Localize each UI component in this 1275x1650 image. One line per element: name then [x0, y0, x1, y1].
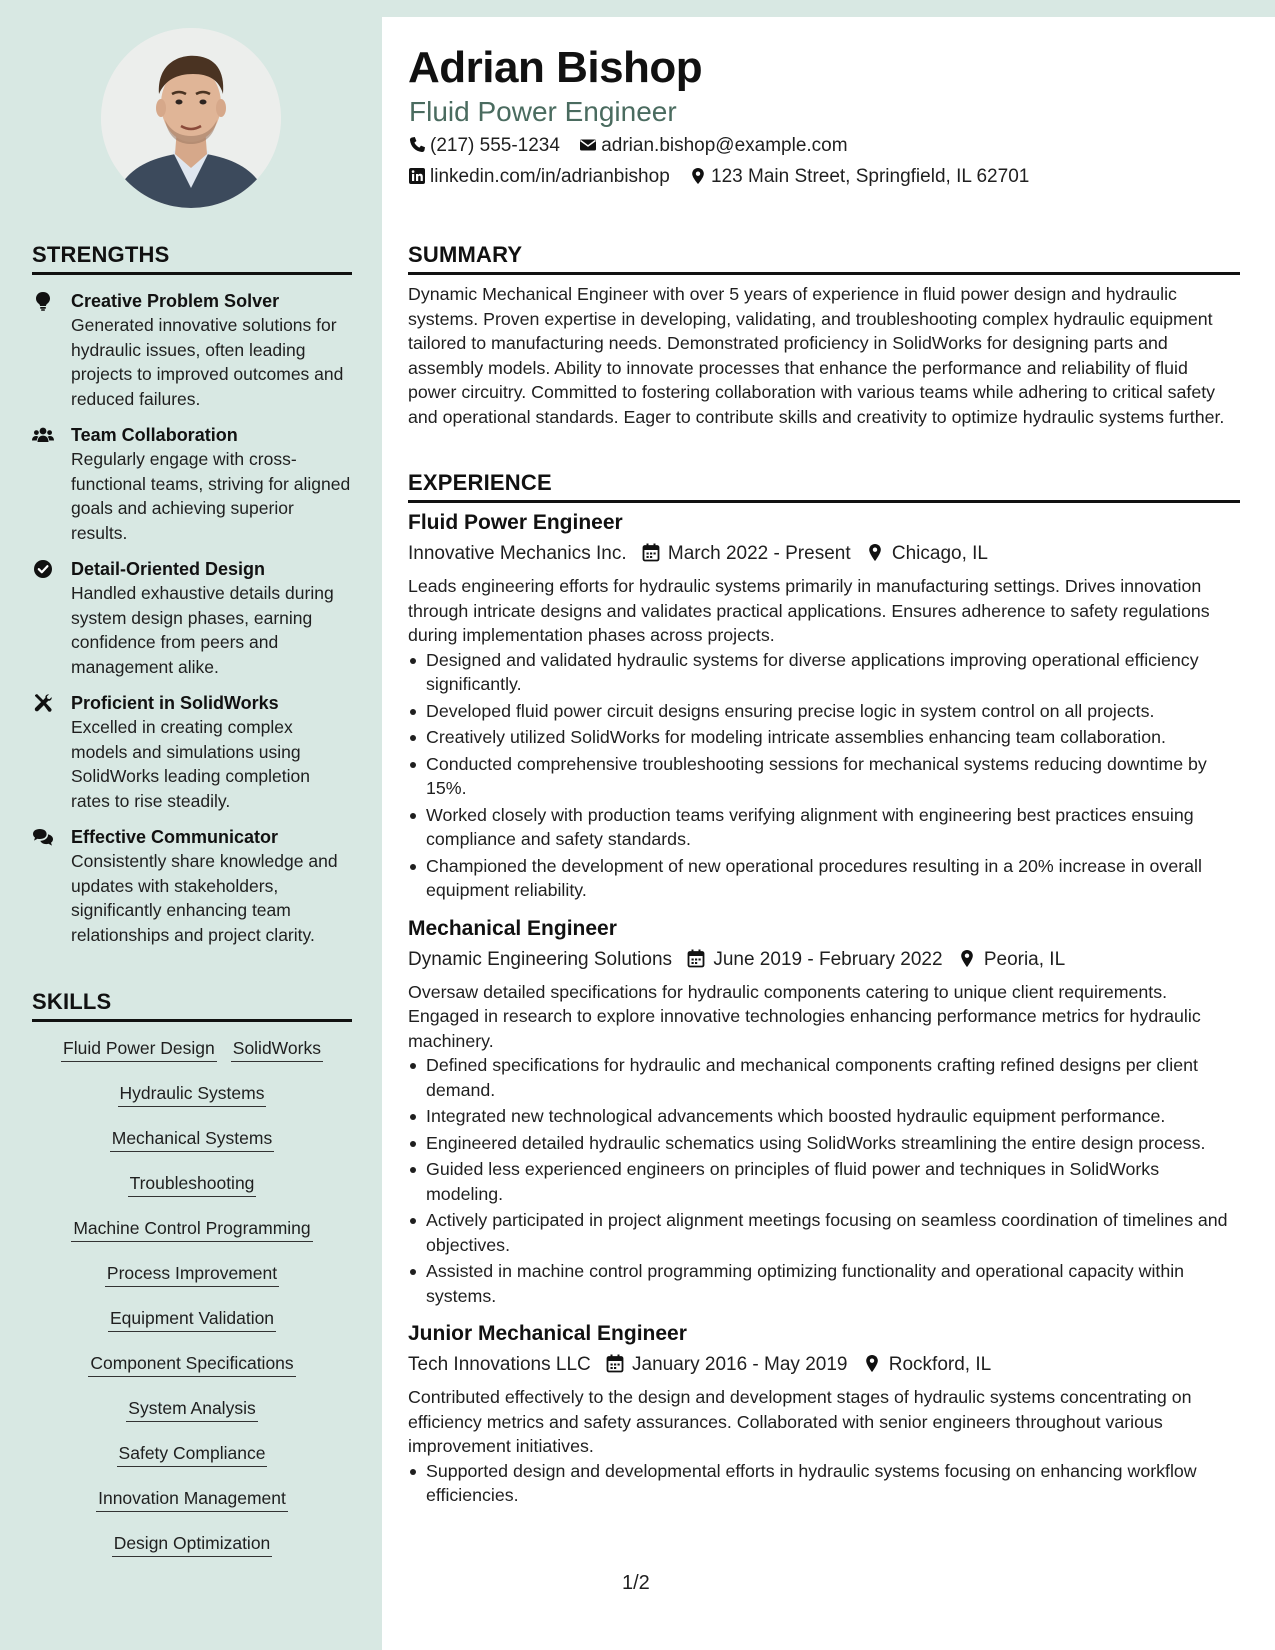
bullet-item: Guided less experienced engineers on principles of fluid power and techniques in SolidWorks modeling. — [426, 1157, 1240, 1206]
dates-text: March 2022 - Present — [667, 543, 851, 564]
linkedin-icon — [408, 167, 426, 185]
candidate-name: Adrian Bishop — [408, 43, 703, 92]
strength-title: Effective Communicator — [71, 827, 279, 847]
bullet-item: Engineered detailed hydraulic schematics using SolidWorks streamlining the entire design process. — [426, 1131, 1240, 1156]
dates-text: June 2019 - February 2022 — [713, 948, 943, 970]
bullet-item: Designed and validated hydraulic systems for diverse applications improving operational efficiency significantly. — [426, 648, 1240, 697]
job-entry — [408, 915, 1240, 1309]
check-circle-icon — [32, 559, 54, 579]
bullet-item: Championed the development of new operational procedures resulting in a 20% increase in overall equipment reliability. — [426, 854, 1240, 903]
skills-heading: SKILLS — [32, 989, 352, 1022]
strength-title: Detail-Oriented Design — [71, 559, 266, 579]
contact-row — [408, 133, 862, 159]
strength-title: Team Collaboration — [71, 425, 238, 445]
company-name: Tech Innovations LLC — [408, 1354, 591, 1375]
strength-title: Proficient in SolidWorks — [71, 693, 279, 713]
job-meta — [408, 1351, 1240, 1379]
job-title: Fluid Power Engineer — [408, 511, 623, 534]
strength-item — [32, 289, 352, 411]
page-number: 1/2 — [622, 1572, 650, 1594]
comments-icon — [32, 827, 54, 847]
phone-icon — [408, 136, 426, 154]
tools-icon — [32, 693, 54, 713]
map-pin-icon — [866, 543, 884, 562]
bullet-item: Worked closely with production teams verifying alignment with engineering best practices ensuing compliance and safety standards. — [426, 803, 1240, 852]
job-dates — [606, 1351, 847, 1379]
contact-row — [408, 164, 1043, 190]
strength-description: Regularly engage with cross-functional teams, striving for aligned goals and achieving superior results. — [71, 449, 351, 543]
strength-item — [32, 423, 352, 545]
bullet-item: Actively participated in project alignment meetings focusing on seamless coordination of timelines and objectives. — [426, 1208, 1240, 1257]
job-title: Junior Mechanical Engineer — [408, 1322, 687, 1345]
job-dates — [687, 946, 942, 974]
skill-tag: System Analysis — [126, 1396, 257, 1422]
job-description: Oversaw detailed specifications for hydraulic components catering to unique client requirements. Engaged in research to explore innovative technologies enhancing performance metrics for hydraulic machinery. — [408, 981, 1201, 1051]
job-description: Leads engineering efforts for hydraulic systems primarily in manufacturing settings. Drives innovation through intricate designs and validates practical applications. Ensures adherence to safety regulations during implementation phases across projects. — [408, 576, 1210, 645]
dates-text: January 2016 - May 2019 — [632, 1354, 848, 1375]
strength-item — [32, 691, 352, 813]
phone-text: (217) 555-1234 — [430, 135, 560, 156]
job-entry — [408, 1320, 1240, 1508]
profile-photo — [101, 28, 281, 208]
summary-text: Dynamic Mechanical Engineer with over 5 years of experience in fluid power design and hydraulic systems. Proven expertise in developing, validating, and troubleshooting complex hydraulic equipment tailored to manufacturing needs. Demonstrated proficiency in SolidWorks for designing parts and assembly models. Ability to innovate processes that enhance the performance and reliability of fluid power circuitry. Committed to fostering collaboration with various teams while adhering to critical safety and operational standards. Eager to contribute skills and creativity to optimize hydraulic systems further. — [408, 284, 1225, 427]
bullet-item: Supported design and developmental efforts in hydraulic systems focusing on enhancing workflow efficiencies. — [426, 1459, 1240, 1508]
email-contact[interactable] — [579, 133, 847, 159]
job-bullets — [408, 1053, 1240, 1308]
location-text: Rockford, IL — [888, 1354, 992, 1375]
skill-tag: Mechanical Systems — [110, 1126, 274, 1152]
strengths-list — [32, 289, 352, 959]
address-contact — [689, 164, 1029, 190]
skill-tag: Hydraulic Systems — [118, 1081, 267, 1107]
job-location — [866, 540, 988, 568]
linkedin-contact[interactable] — [408, 164, 670, 190]
skill-tag: SolidWorks — [231, 1036, 323, 1062]
skills-list — [32, 1036, 352, 1576]
envelope-icon — [579, 136, 597, 154]
summary-heading: SUMMARY — [408, 242, 1240, 275]
email-text: adrian.bishop@example.com — [601, 135, 848, 156]
experience-heading: EXPERIENCE — [408, 470, 1240, 503]
phone-contact — [408, 133, 560, 159]
skill-tag: Fluid Power Design — [61, 1036, 217, 1062]
skill-tag: Design Optimization — [112, 1531, 273, 1557]
bullet-item: Defined specifications for hydraulic and mechanical components crafting refined designs per client demand. — [426, 1053, 1240, 1102]
job-title: Mechanical Engineer — [408, 916, 617, 940]
lightbulb-icon — [32, 291, 54, 311]
bullet-item: Assisted in machine control programming optimizing functionality and operational capacity within systems. — [426, 1259, 1240, 1308]
job-meta — [408, 946, 1240, 974]
job-meta — [408, 540, 1240, 568]
strength-title: Creative Problem Solver — [71, 291, 280, 311]
strengths-heading: STRENGTHS — [32, 242, 352, 275]
map-pin-icon — [863, 1354, 881, 1373]
skill-tag: Machine Control Programming — [71, 1216, 312, 1242]
strength-item — [32, 825, 352, 947]
skill-tag: Innovation Management — [96, 1486, 288, 1512]
calendar-icon — [642, 543, 660, 562]
skill-tag: Safety Compliance — [117, 1441, 268, 1467]
summary-section — [408, 282, 1240, 429]
bullet-item: Conducted comprehensive troubleshooting sessions for mechanical systems reducing downtime by 15%. — [426, 752, 1240, 801]
strength-description: Generated innovative solutions for hydraulic issues, often leading projects to improved outcomes and reduced failures. — [71, 315, 344, 409]
job-bullets — [408, 648, 1240, 903]
experience-section — [408, 509, 1240, 1510]
strength-description: Handled exhaustive details during system design phases, earning confidence from peers and management alike. — [71, 583, 334, 677]
address-text: 123 Main Street, Springfield, IL 62701 — [711, 166, 1030, 187]
job-location — [863, 1351, 991, 1379]
job-dates — [642, 540, 851, 568]
skill-tag: Equipment Validation — [108, 1306, 276, 1332]
map-pin-icon — [689, 167, 707, 185]
linkedin-text: linkedin.com/in/adrianbishop — [430, 166, 670, 187]
company-name: Innovative Mechanics Inc. — [408, 543, 627, 564]
location-text: Chicago, IL — [891, 543, 989, 564]
job-description: Contributed effectively to the design and development stages of hydraulic systems concentrating on efficiency metrics and safety assurances. Collaborated with senior engineers throughout various improvement initiatives. — [408, 1387, 1192, 1456]
skill-tag: Component Specifications — [88, 1351, 295, 1377]
bullet-item: Integrated new technological advancements which boosted hydraulic equipment performance. — [426, 1104, 1240, 1129]
calendar-icon — [687, 949, 705, 968]
strength-description: Consistently share knowledge and updates with stakeholders, significantly enhancing team relationships and project clarity. — [71, 851, 338, 945]
calendar-icon — [606, 1354, 624, 1373]
job-bullets — [408, 1459, 1240, 1508]
strength-item — [32, 557, 352, 679]
strength-description: Excelled in creating complex models and simulations using SolidWorks leading completion rates to rise steadily. — [71, 717, 310, 811]
users-icon — [32, 425, 54, 445]
company-name: Dynamic Engineering Solutions — [408, 948, 673, 970]
bullet-item: Developed fluid power circuit designs ensuring precise logic in system control on all projects. — [426, 699, 1240, 724]
map-pin-icon — [958, 949, 976, 968]
job-location — [958, 946, 1065, 974]
skill-tag: Process Improvement — [105, 1261, 279, 1287]
job-title: Fluid Power Engineer — [409, 96, 677, 127]
skill-tag: Troubleshooting — [128, 1171, 257, 1197]
job-entry — [408, 509, 1240, 903]
location-text: Peoria, IL — [983, 948, 1066, 970]
bullet-item: Creatively utilized SolidWorks for modeling intricate assemblies enhancing team collaboration. — [426, 725, 1240, 750]
